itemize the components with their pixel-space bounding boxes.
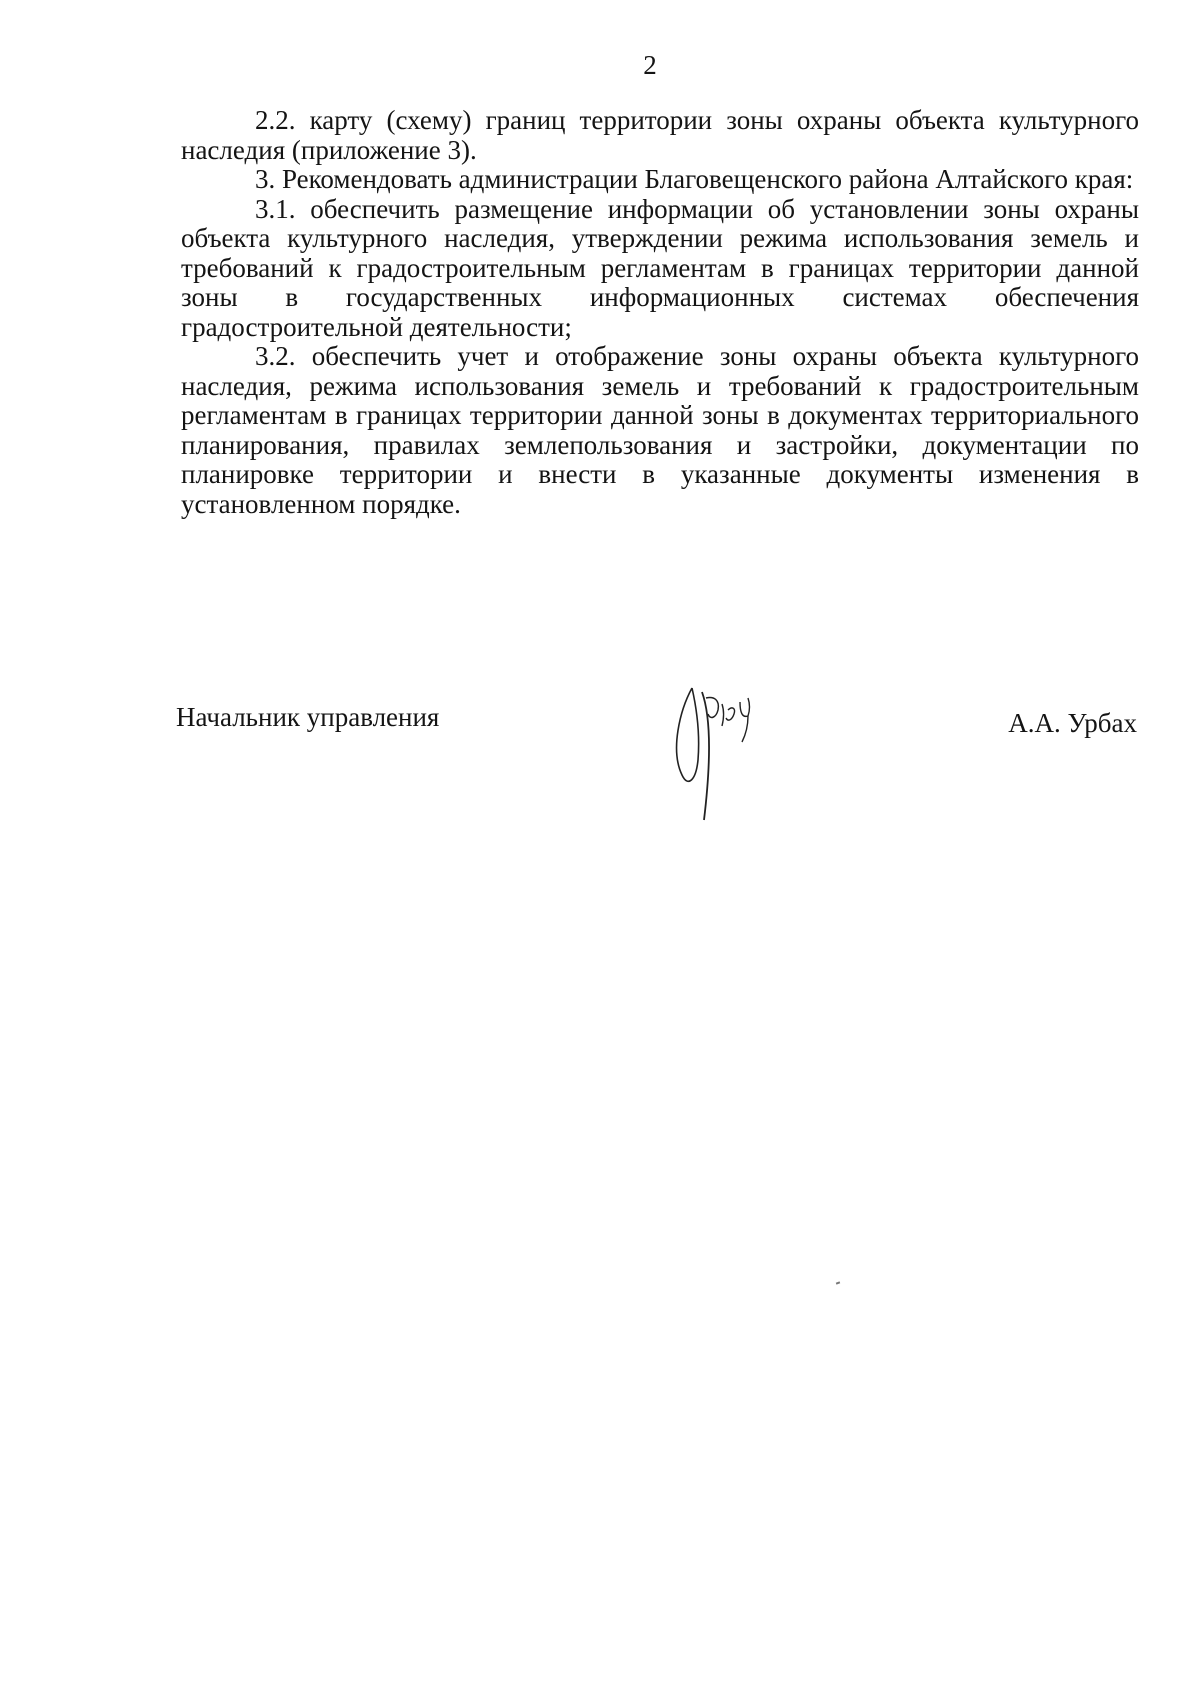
paragraph-3-2: 3.2. обеспечить учет и отображение зоны охраны объекта культурного наследия, режима использования земель и требований к градостроительным регламентам в границах территории данной зоны в документах территориального планирования, правилах землепользования и застройки, документации по планировке территории и внести в указанные документы изменения в установленном порядке.	[181, 341, 1139, 519]
document-body	[181, 106, 1139, 519]
paragraph-2-2: 2.2. карту (схему) границ территории зоны охраны объекта культурного наследия (приложение 3).	[181, 105, 1139, 165]
page-number: 2	[643, 50, 657, 80]
handwritten-signature	[662, 680, 782, 825]
paragraph-3-1: 3.1. обеспечить размещение информации об установлении зоны охраны объекта культурного наследия, утверждении режима использования земель и требований к градостроительным регламентам в границах территории данной зоны в государственных информационных системах обеспечения градостроительной деятельности;	[181, 193, 1139, 342]
signatory-name: А.А. Урбах	[1008, 708, 1137, 738]
scan-speck	[836, 1281, 840, 1284]
signature-block	[0, 680, 1200, 830]
signatory-position: Начальник управления	[176, 702, 440, 732]
paragraph-3: 3. Рекомендовать администрации Благовещенского района Алтайского края:	[255, 164, 1134, 194]
